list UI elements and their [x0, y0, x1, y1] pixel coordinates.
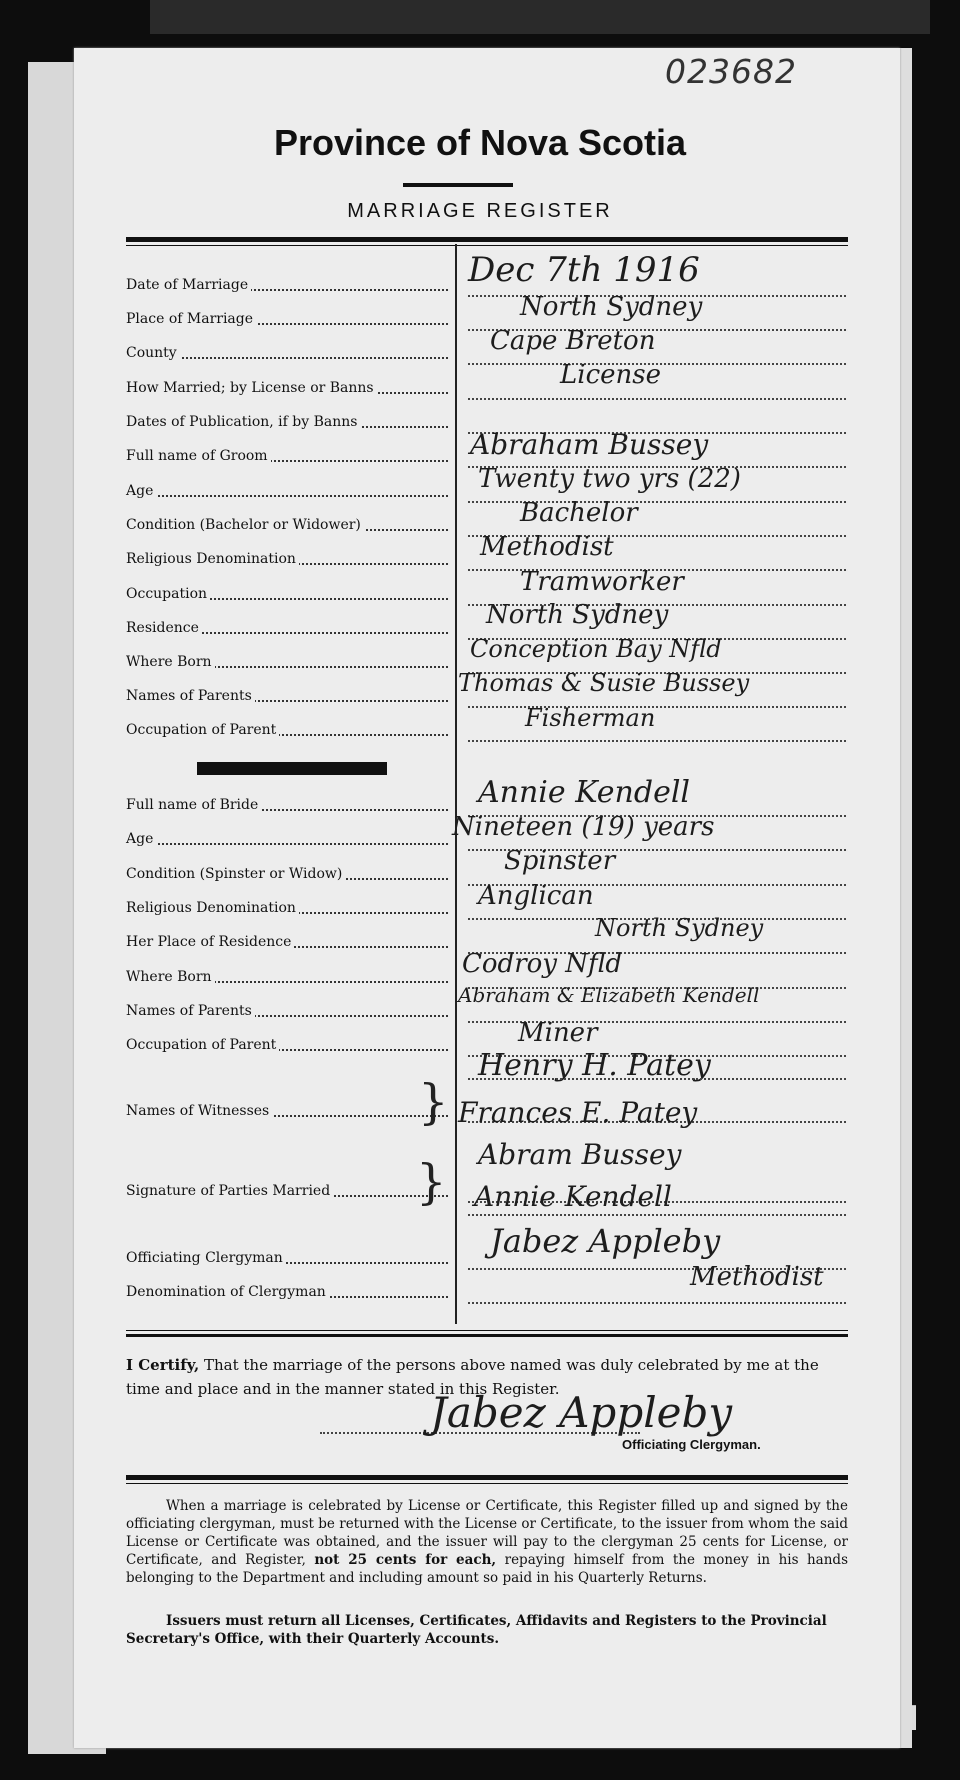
- page-subtitle: MARRIAGE REGISTER: [347, 200, 613, 222]
- page-title: Province of Nova Scotia: [273, 122, 687, 163]
- witnesses-label: Names of Witnesses: [126, 1103, 272, 1119]
- bride-residence-row: [126, 934, 456, 960]
- parties-line-2: [468, 1214, 846, 1216]
- certify-body: That the marriage of the persons above named was duly celebrated by me at the time and place and in the manner stated in this Register.: [126, 1356, 819, 1398]
- groom-religion-label: Religious Denomination: [126, 551, 299, 567]
- groom-religion-value: Methodist: [480, 532, 614, 562]
- clergyman-denomination-row: [126, 1284, 456, 1310]
- groom-birthplace-row: [126, 654, 456, 680]
- how-married-row: [126, 380, 456, 406]
- groom-residence-label: Residence: [126, 620, 202, 636]
- how-married-line: [468, 398, 846, 400]
- dates-of-publication-label: Dates of Publication, if by Banns: [126, 414, 360, 430]
- bride-age-value: Nineteen (19) years: [452, 812, 715, 842]
- witness-brace: }: [418, 1074, 449, 1130]
- clergyman-signature: Jabez Appleby: [430, 1388, 733, 1437]
- parties-row: [126, 1183, 456, 1209]
- notice-part2: repaying himself from the money in his hands belonging to the Department and including amount so paid in his Quarterly Returns.: [126, 1552, 848, 1586]
- signature-label: Officiating Clergyman.: [622, 1437, 761, 1452]
- notice-text: [126, 1497, 848, 1587]
- groom-parent-occupation-line: [468, 740, 846, 742]
- bride-birthplace-value: Codroy Nfld: [462, 949, 622, 979]
- witness-line-1: [468, 1078, 846, 1080]
- issuers-note: Issuers must return all Licenses, Certificates, Affidavits and Registers to the Provincial Secretary's Office, with their Quarterly Accounts.: [126, 1613, 827, 1647]
- bride-age-label: Age: [126, 831, 156, 847]
- notice-part1: When a marriage is celebrated by License or Certificate, this Register filled up and signed by the officiating clergyman, must be returned with the License or Certificate, to the issuer from whom the said License or Certificate was obtained, and the issuer will pay to the clergyman 25 cents for License, or Certificate, and Register,: [126, 1498, 848, 1568]
- parties-brace: }: [416, 1154, 447, 1210]
- bride-parents-row: [126, 1003, 456, 1029]
- bride-religion-label: Religious Denomination: [126, 900, 299, 916]
- bride-religion-value: Anglican: [478, 881, 594, 911]
- scan-background: [150, 0, 930, 34]
- officiating-clergyman-value: Jabez Appleby: [490, 1222, 721, 1260]
- document-number: 023682: [665, 52, 797, 91]
- bride-name-label: Full name of Bride: [126, 797, 261, 813]
- groom-occupation-value: Tramworker: [520, 567, 684, 597]
- groom-name-value: Abraham Bussey: [470, 428, 709, 461]
- how-married-label: How Married; by License or Banns: [126, 380, 377, 396]
- header-rule: [126, 237, 848, 242]
- groom-occupation-row: [126, 586, 456, 612]
- notice-rule-thin: [126, 1483, 848, 1484]
- officiating-clergyman-label: Officiating Clergyman: [126, 1250, 286, 1266]
- bride-residence-label: Her Place of Residence: [126, 934, 294, 950]
- cert-rule: [126, 1334, 848, 1337]
- groom-name-row: [126, 448, 456, 474]
- groom-parent-occupation-value: Fisherman: [525, 704, 656, 732]
- parties-label: Signature of Parties Married: [126, 1183, 333, 1199]
- groom-occupation-label: Occupation: [126, 586, 210, 602]
- groom-condition-row: [126, 517, 456, 543]
- groom-birthplace-value: Conception Bay Nfld: [470, 635, 722, 663]
- groom-signature: Abram Bussey: [478, 1138, 682, 1171]
- title-rule: [403, 183, 513, 187]
- date-of-marriage-row: [126, 277, 456, 303]
- clergyman-denomination-label: Denomination of Clergyman: [126, 1284, 329, 1300]
- witnesses-row: [126, 1103, 456, 1129]
- county-value: Cape Breton: [490, 326, 656, 356]
- bride-parents-label: Names of Parents: [126, 1003, 255, 1019]
- certify-lead: I Certify,: [126, 1356, 200, 1374]
- groom-parents-value: Thomas & Susie Bussey: [458, 669, 750, 697]
- witness-1: Henry H. Patey: [478, 1048, 711, 1083]
- clergyman-denomination-line: [468, 1302, 846, 1304]
- paper-edge: [898, 48, 912, 1748]
- bride-parents-value: Abraham & Elizabeth Kendell: [458, 983, 760, 1007]
- bride-condition-value: Spinster: [504, 846, 616, 876]
- place-of-marriage-row: [126, 311, 456, 337]
- bride-name-row: [126, 797, 456, 823]
- how-married-value: License: [560, 360, 662, 390]
- groom-name-label: Full name of Groom: [126, 448, 271, 464]
- bride-religion-row: [126, 900, 456, 926]
- place-of-marriage-value: North Sydney: [520, 292, 703, 322]
- groom-religion-row: [126, 551, 456, 577]
- bride-signature: Annie Kendell: [474, 1180, 672, 1213]
- column-divider: [455, 244, 457, 1324]
- witness-2: Frances E. Patey: [458, 1096, 698, 1129]
- place-of-marriage-label: Place of Marriage: [126, 311, 256, 327]
- date-of-marriage-value: Dec 7th 1916: [468, 250, 700, 290]
- bride-name-value: Annie Kendell: [478, 775, 691, 810]
- bride-condition-label: Condition (Spinster or Widow): [126, 866, 345, 882]
- leader-dots: [126, 843, 448, 845]
- bride-age-row: [126, 831, 456, 857]
- header-rule-thin: [126, 245, 848, 246]
- leader-dots: [126, 495, 448, 497]
- bride-birthplace-row: [126, 969, 456, 995]
- officiating-clergyman-row: [126, 1250, 456, 1276]
- groom-age-value: Twenty two yrs (22): [478, 464, 741, 494]
- bride-residence-value: North Sydney: [595, 914, 764, 942]
- bride-parent-occupation-row: [126, 1037, 456, 1063]
- bride-section-bar: [197, 762, 387, 775]
- county-row: [126, 345, 456, 371]
- groom-parent-occupation-row: [126, 722, 456, 748]
- groom-parents-label: Names of Parents: [126, 688, 255, 704]
- groom-birthplace-label: Where Born: [126, 654, 215, 670]
- bride-parent-occupation-value: Miner: [518, 1018, 598, 1048]
- groom-condition-value: Bachelor: [520, 498, 638, 528]
- date-of-marriage-label: Date of Marriage: [126, 277, 251, 293]
- bride-birthplace-label: Where Born: [126, 969, 215, 985]
- groom-residence-value: North Sydney: [486, 600, 669, 630]
- bride-parent-occupation-label: Occupation of Parent: [126, 1037, 279, 1053]
- groom-parent-occupation-label: Occupation of Parent: [126, 722, 279, 738]
- clergyman-denomination-value: Methodist: [690, 1262, 824, 1292]
- notice-bold: not 25 cents for each,: [314, 1552, 497, 1568]
- groom-parents-row: [126, 688, 456, 714]
- groom-age-row: [126, 483, 456, 509]
- groom-condition-label: Condition (Bachelor or Widower): [126, 517, 364, 533]
- bride-condition-row: [126, 866, 456, 892]
- cert-rule-thin: [126, 1330, 848, 1331]
- groom-age-label: Age: [126, 483, 156, 499]
- dates-of-publication-row: [126, 414, 456, 440]
- county-label: County: [126, 345, 180, 361]
- notice-rule: [126, 1475, 848, 1480]
- groom-residence-row: [126, 620, 456, 646]
